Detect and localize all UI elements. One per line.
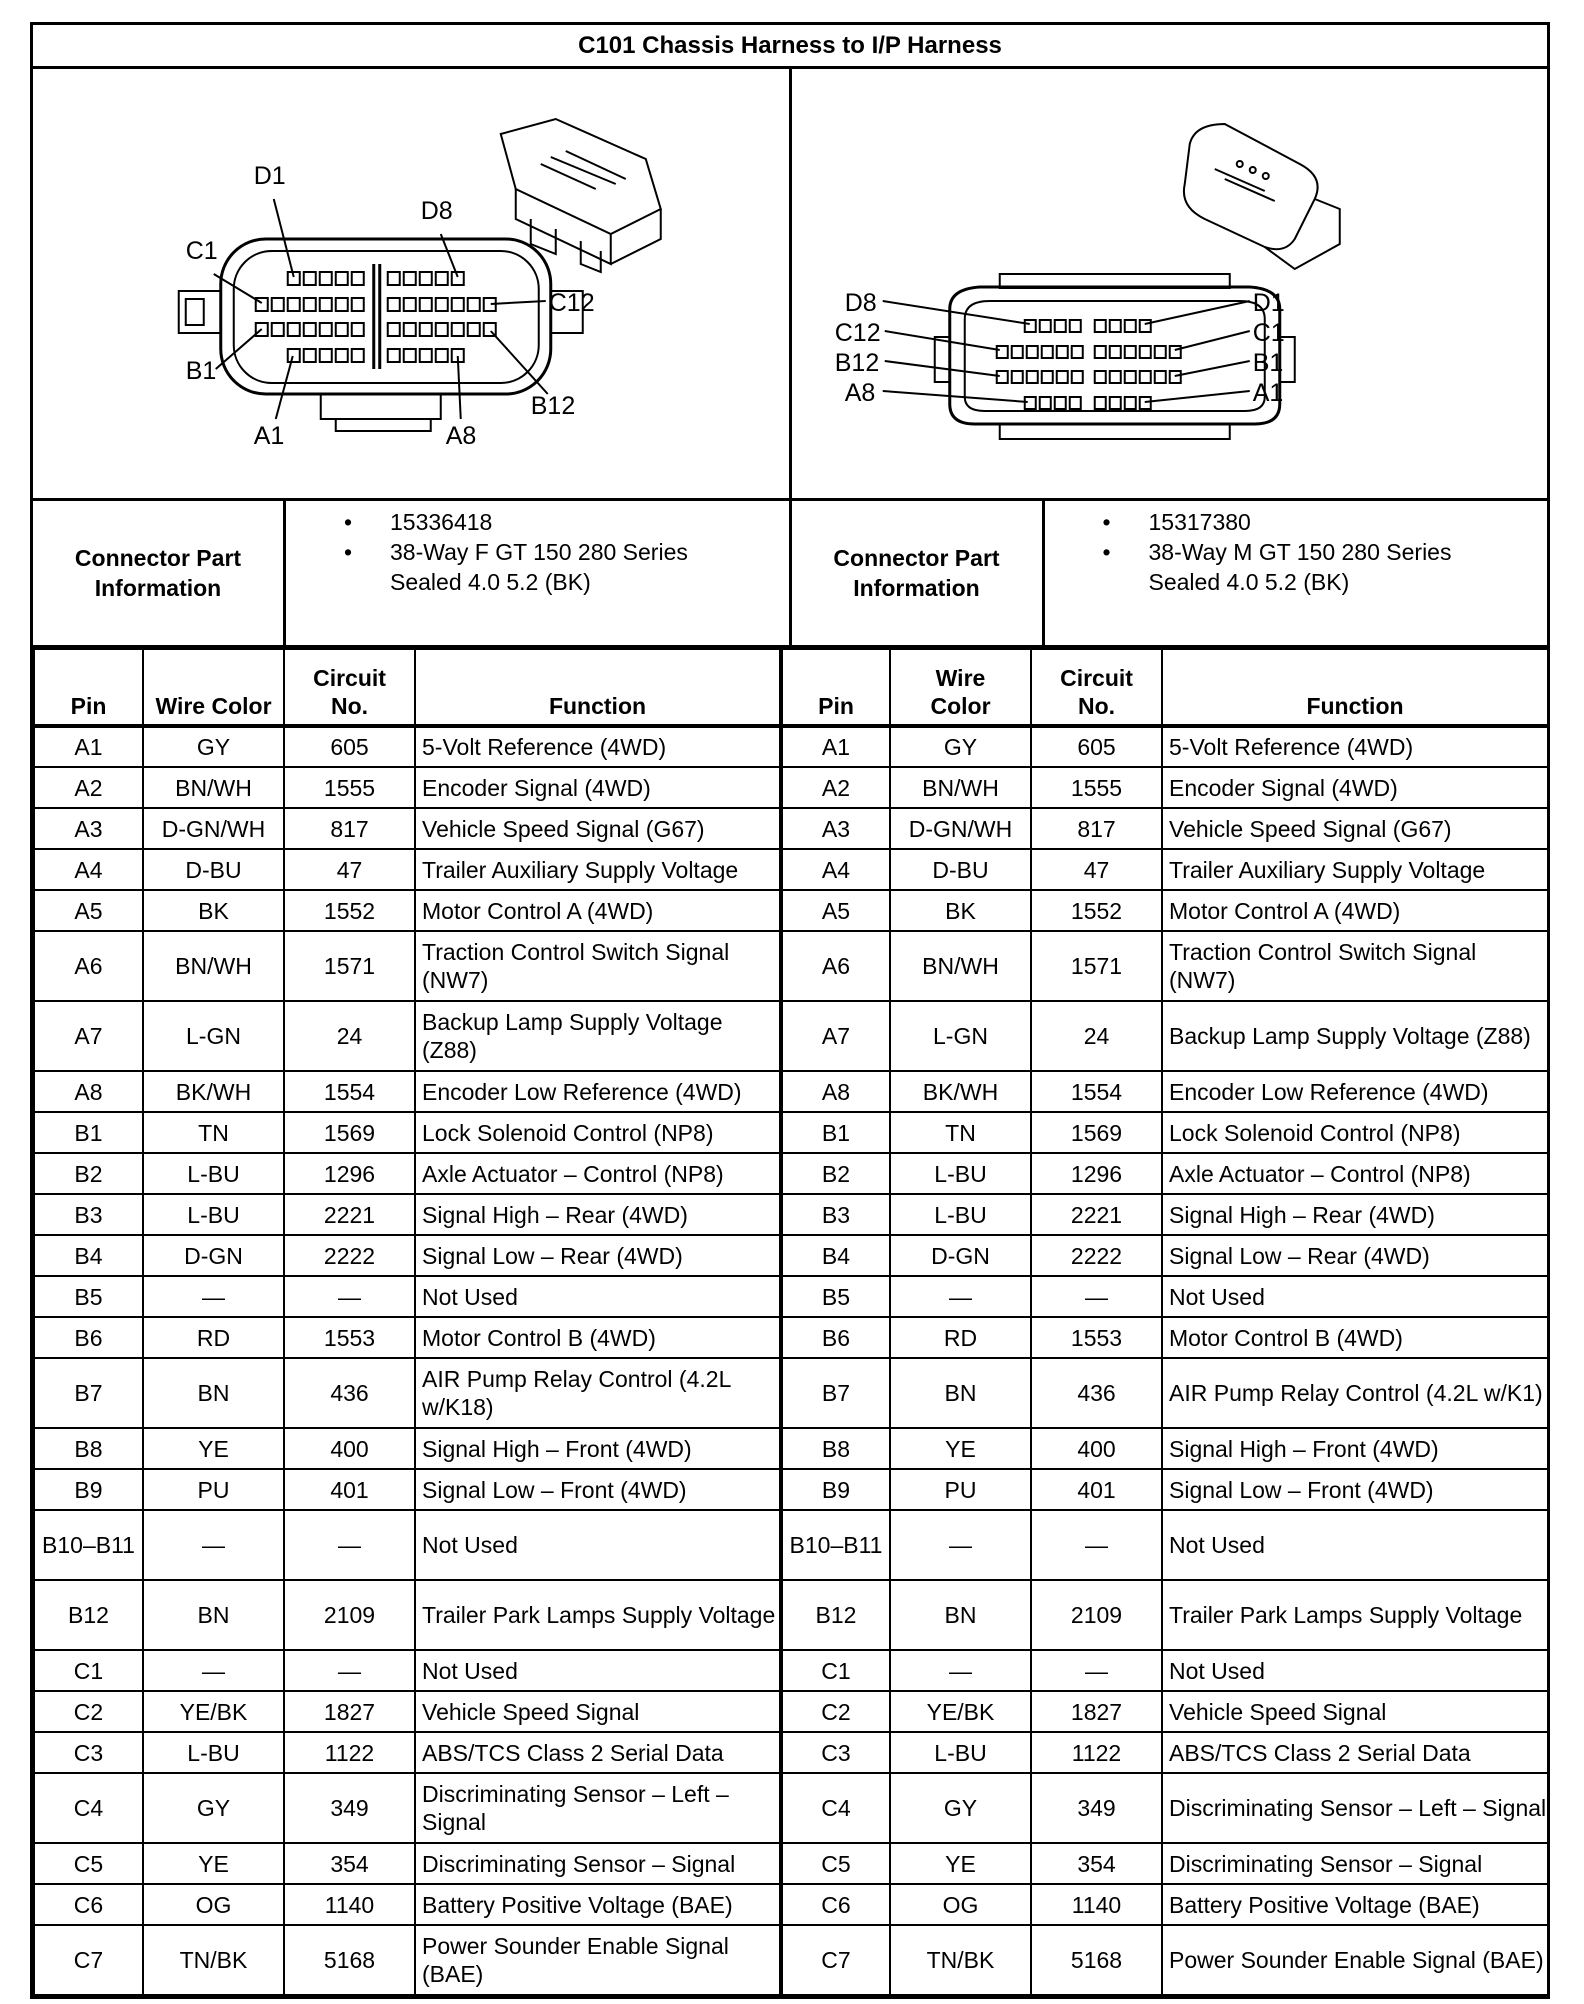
wire-color-cell: YE [890, 1428, 1031, 1469]
function-cell: Vehicle Speed Signal [1162, 1691, 1548, 1732]
wire-color-cell: L-BU [143, 1732, 284, 1773]
wire-color-cell: PU [143, 1469, 284, 1510]
table-row [34, 1732, 1548, 1773]
table-row [34, 1650, 1548, 1691]
circuit-cell: 2221 [284, 1194, 415, 1235]
label-c1: C1 [185, 237, 218, 265]
function-cell: Not Used [1162, 1276, 1548, 1317]
pin-cell: B2 [34, 1153, 143, 1194]
function-cell: Not Used [415, 1650, 781, 1691]
pin-cell: A7 [34, 1001, 143, 1071]
wire-color-cell: YE/BK [143, 1691, 284, 1732]
wire-color-cell: GY [890, 1773, 1031, 1843]
connector-part-info [33, 501, 1547, 648]
function-cell: Not Used [415, 1510, 781, 1580]
function-cell: Trailer Park Lamps Supply Voltage [1162, 1580, 1548, 1650]
part-info-list [286, 501, 789, 645]
part-description: • 38-Way M GT 150 280 Series Sealed 4.0 5.2 (BK) [1045, 537, 1548, 597]
wire-color-cell: BK/WH [143, 1071, 284, 1112]
function-cell: Motor Control A (4WD) [1162, 890, 1548, 931]
circuit-cell: 2109 [284, 1580, 415, 1650]
header-circuit-no: Circuit No. [1031, 649, 1162, 726]
circuit-cell: — [1031, 1650, 1162, 1691]
circuit-cell: 1827 [1031, 1691, 1162, 1732]
header-wire-color: Wire Color [143, 649, 284, 726]
pin-cell: C5 [34, 1843, 143, 1884]
wire-color-cell: OG [890, 1884, 1031, 1925]
table-header-row [34, 649, 1548, 726]
pin-cell: C3 [34, 1732, 143, 1773]
circuit-cell: 401 [1031, 1469, 1162, 1510]
pin-cell: B3 [34, 1194, 143, 1235]
pinout-table [33, 648, 1549, 1996]
circuit-cell: 2109 [1031, 1580, 1162, 1650]
table-row [34, 726, 1548, 767]
wire-color-cell: L-BU [890, 1153, 1031, 1194]
wire-color-cell: RD [143, 1317, 284, 1358]
function-cell: Signal Low – Front (4WD) [1162, 1469, 1548, 1510]
page-title: C101 Chassis Harness to I/P Harness [33, 25, 1547, 69]
wire-color-cell: BN/WH [890, 931, 1031, 1001]
function-cell: Vehicle Speed Signal (G67) [415, 808, 781, 849]
pin-cell: C6 [781, 1884, 890, 1925]
pin-cell: C7 [34, 1925, 143, 1995]
pin-cell: A6 [34, 931, 143, 1001]
pin-cell: A6 [781, 931, 890, 1001]
function-cell: Not Used [1162, 1510, 1548, 1580]
function-cell: Signal Low – Rear (4WD) [415, 1235, 781, 1276]
wire-color-cell: TN [890, 1112, 1031, 1153]
function-cell: Discriminating Sensor – Signal [1162, 1843, 1548, 1884]
circuit-cell: 1555 [284, 767, 415, 808]
pin-cell: C3 [781, 1732, 890, 1773]
table-row [34, 849, 1548, 890]
circuit-cell: 436 [284, 1358, 415, 1428]
table-row [34, 1235, 1548, 1276]
circuit-cell: 817 [1031, 808, 1162, 849]
pin-cell: B3 [781, 1194, 890, 1235]
circuit-cell: 1296 [1031, 1153, 1162, 1194]
circuit-cell: 5168 [1031, 1925, 1162, 1995]
wire-color-cell: BN/WH [143, 931, 284, 1001]
wire-color-cell: TN/BK [890, 1925, 1031, 1995]
circuit-cell: 349 [1031, 1773, 1162, 1843]
wire-color-cell: YE/BK [890, 1691, 1031, 1732]
wire-color-cell: D-GN/WH [890, 808, 1031, 849]
circuit-cell: 1554 [284, 1071, 415, 1112]
header-wire-color: Wire Color [890, 649, 1031, 726]
wire-color-cell: BN/WH [890, 767, 1031, 808]
pin-cell: A2 [781, 767, 890, 808]
wire-color-cell: BN/WH [143, 767, 284, 808]
circuit-cell: 401 [284, 1469, 415, 1510]
pin-cell: C2 [34, 1691, 143, 1732]
right-part-info [792, 501, 1548, 645]
table-row [34, 1358, 1548, 1428]
wire-color-cell: L-BU [143, 1153, 284, 1194]
part-number: • 15336418 [286, 507, 789, 537]
header-function: Function [415, 649, 781, 726]
table-row [34, 1469, 1548, 1510]
function-cell: Motor Control B (4WD) [1162, 1317, 1548, 1358]
pin-labels [186, 162, 595, 450]
wire-color-cell: OG [143, 1884, 284, 1925]
wire-color-cell: BN [143, 1358, 284, 1428]
pin-cell: B2 [781, 1153, 890, 1194]
label-c1: C1 [1252, 319, 1285, 347]
wire-color-cell: YE [143, 1843, 284, 1884]
function-cell: Encoder Low Reference (4WD) [415, 1071, 781, 1112]
part-info-list [1045, 501, 1548, 645]
circuit-cell: 2222 [1031, 1235, 1162, 1276]
function-cell: Trailer Auxiliary Supply Voltage [415, 849, 781, 890]
function-cell: Signal High – Front (4WD) [415, 1428, 781, 1469]
circuit-cell: 1122 [284, 1732, 415, 1773]
pin-cell: B9 [34, 1469, 143, 1510]
table-row [34, 1317, 1548, 1358]
pin-cell: B12 [781, 1580, 890, 1650]
label-c12: C12 [548, 289, 595, 317]
circuit-cell: 1571 [284, 931, 415, 1001]
circuit-cell: 2221 [1031, 1194, 1162, 1235]
table-row [34, 1884, 1548, 1925]
label-c12: C12 [834, 319, 881, 347]
pin-cell: B7 [781, 1358, 890, 1428]
function-cell: Encoder Signal (4WD) [1162, 767, 1548, 808]
pin-cell: A2 [34, 767, 143, 808]
circuit-cell: 354 [284, 1843, 415, 1884]
circuit-cell: 1140 [284, 1884, 415, 1925]
table-row [34, 1580, 1548, 1650]
circuit-cell: 400 [284, 1428, 415, 1469]
pin-cell: B4 [781, 1235, 890, 1276]
wire-color-cell: TN [143, 1112, 284, 1153]
circuit-cell: 354 [1031, 1843, 1162, 1884]
wire-color-cell: BK/WH [890, 1071, 1031, 1112]
pin-cell: C7 [781, 1925, 890, 1995]
wire-color-cell: D-BU [143, 849, 284, 890]
wire-color-cell: D-GN/WH [143, 808, 284, 849]
pin-cell: A1 [34, 726, 143, 767]
function-cell: Traction Control Switch Signal (NW7) [1162, 931, 1548, 1001]
wire-color-cell: BN [143, 1580, 284, 1650]
label-d1: D1 [1252, 289, 1285, 317]
pin-cell: B8 [34, 1428, 143, 1469]
wire-color-cell: YE [143, 1428, 284, 1469]
function-cell: Lock Solenoid Control (NP8) [1162, 1112, 1548, 1153]
pinout-sheet [30, 22, 1550, 1999]
pin-cell: A4 [781, 849, 890, 890]
function-cell: 5-Volt Reference (4WD) [415, 726, 781, 767]
wire-color-cell: BN [890, 1580, 1031, 1650]
pin-cell: A1 [781, 726, 890, 767]
wire-color-cell: GY [143, 726, 284, 767]
circuit-cell: — [284, 1276, 415, 1317]
pin-cell: B12 [34, 1580, 143, 1650]
wire-color-cell: YE [890, 1843, 1031, 1884]
label-b12: B12 [530, 392, 576, 420]
function-cell: Signal Low – Front (4WD) [415, 1469, 781, 1510]
function-cell: 5-Volt Reference (4WD) [1162, 726, 1548, 767]
male-connector-drawing [792, 69, 1548, 498]
wire-color-cell: BK [143, 890, 284, 931]
table-row [34, 931, 1548, 1001]
circuit-cell: — [284, 1650, 415, 1691]
table-row [34, 1843, 1548, 1884]
function-cell: ABS/TCS Class 2 Serial Data [1162, 1732, 1548, 1773]
table-row [34, 1925, 1548, 1995]
pin-cell: C4 [34, 1773, 143, 1843]
pinout-table-body [34, 726, 1548, 1995]
wire-color-cell: BN [890, 1358, 1031, 1428]
table-row [34, 1001, 1548, 1071]
wire-color-cell: — [890, 1650, 1031, 1691]
function-cell: Signal Low – Rear (4WD) [1162, 1235, 1548, 1276]
circuit-cell: 817 [284, 808, 415, 849]
function-cell: Backup Lamp Supply Voltage (Z88) [415, 1001, 781, 1071]
connector-3d-view [501, 119, 661, 272]
function-cell: Battery Positive Voltage (BAE) [1162, 1884, 1548, 1925]
wire-color-cell: — [890, 1276, 1031, 1317]
part-number: • 15317380 [1045, 507, 1548, 537]
label-d8: D8 [844, 289, 877, 317]
part-description: • 38-Way F GT 150 280 Series Sealed 4.0 5.2 (BK) [286, 537, 789, 597]
pin-cell: B5 [781, 1276, 890, 1317]
table-row [34, 1691, 1548, 1732]
circuit-cell: 605 [284, 726, 415, 767]
label-a1: A1 [253, 422, 285, 450]
circuit-cell: — [1031, 1276, 1162, 1317]
function-cell: Trailer Auxiliary Supply Voltage [1162, 849, 1548, 890]
circuit-cell: 47 [1031, 849, 1162, 890]
pin-cell: A8 [781, 1071, 890, 1112]
connector-diagrams [33, 69, 1547, 501]
wire-color-cell: RD [890, 1317, 1031, 1358]
left-part-info [33, 501, 792, 645]
label-b12: B12 [834, 349, 879, 377]
circuit-cell: 24 [284, 1001, 415, 1071]
function-cell: Lock Solenoid Control (NP8) [415, 1112, 781, 1153]
function-cell: Axle Actuator – Control (NP8) [415, 1153, 781, 1194]
function-cell: Motor Control B (4WD) [415, 1317, 781, 1358]
table-row [34, 1071, 1548, 1112]
connector-3d-view [1183, 124, 1339, 269]
pin-cell: B10–B11 [34, 1510, 143, 1580]
function-cell: Vehicle Speed Signal [415, 1691, 781, 1732]
function-cell: Discriminating Sensor – Left – Signal [415, 1773, 781, 1843]
pin-cell: B4 [34, 1235, 143, 1276]
wire-color-cell: GY [143, 1773, 284, 1843]
function-cell: Signal High – Rear (4WD) [415, 1194, 781, 1235]
wire-color-cell: GY [890, 726, 1031, 767]
table-row [34, 808, 1548, 849]
circuit-cell: 1571 [1031, 931, 1162, 1001]
pin-cell: B9 [781, 1469, 890, 1510]
pin-cell: C1 [781, 1650, 890, 1691]
function-cell: Vehicle Speed Signal (G67) [1162, 808, 1548, 849]
pin-cell: C4 [781, 1773, 890, 1843]
table-row [34, 767, 1548, 808]
table-row [34, 890, 1548, 931]
function-cell: Battery Positive Voltage (BAE) [415, 1884, 781, 1925]
function-cell: Power Sounder Enable Signal (BAE) [1162, 1925, 1548, 1995]
function-cell: Traction Control Switch Signal (NW7) [415, 931, 781, 1001]
part-info-label: Connector Part Information [792, 501, 1045, 645]
label-a1: A1 [1252, 379, 1283, 407]
wire-color-cell: — [143, 1510, 284, 1580]
circuit-cell: 1569 [284, 1112, 415, 1153]
function-cell: Discriminating Sensor – Signal [415, 1843, 781, 1884]
wire-color-cell: D-BU [890, 849, 1031, 890]
function-cell: Signal High – Front (4WD) [1162, 1428, 1548, 1469]
pin-cell: B5 [34, 1276, 143, 1317]
circuit-cell: 2222 [284, 1235, 415, 1276]
pin-cell: B7 [34, 1358, 143, 1428]
function-cell: ABS/TCS Class 2 Serial Data [415, 1732, 781, 1773]
table-row [34, 1428, 1548, 1469]
circuit-cell: 436 [1031, 1358, 1162, 1428]
table-row [34, 1276, 1548, 1317]
pin-labels [834, 289, 1284, 407]
pin-cell: B1 [781, 1112, 890, 1153]
function-cell: Encoder Low Reference (4WD) [1162, 1071, 1548, 1112]
wire-color-cell: — [143, 1650, 284, 1691]
left-connector-diagram [33, 69, 792, 498]
table-row [34, 1510, 1548, 1580]
function-cell: Encoder Signal (4WD) [415, 767, 781, 808]
circuit-cell: — [284, 1510, 415, 1580]
table-row [34, 1194, 1548, 1235]
pin-cell: A5 [34, 890, 143, 931]
function-cell: Power Sounder Enable Signal (BAE) [415, 1925, 781, 1995]
circuit-cell: 1296 [284, 1153, 415, 1194]
pin-cell: B10–B11 [781, 1510, 890, 1580]
circuit-cell: 349 [284, 1773, 415, 1843]
label-d8: D8 [420, 197, 453, 225]
wire-color-cell: — [890, 1510, 1031, 1580]
circuit-cell: 1555 [1031, 767, 1162, 808]
circuit-cell: 1827 [284, 1691, 415, 1732]
circuit-cell: 1140 [1031, 1884, 1162, 1925]
circuit-cell: 605 [1031, 726, 1162, 767]
wire-color-cell: TN/BK [143, 1925, 284, 1995]
right-connector-diagram [792, 69, 1548, 498]
table-row [34, 1112, 1548, 1153]
function-cell: Motor Control A (4WD) [415, 890, 781, 931]
function-cell: Backup Lamp Supply Voltage (Z88) [1162, 1001, 1548, 1071]
circuit-cell: — [1031, 1510, 1162, 1580]
header-pin: Pin [34, 649, 143, 726]
label-a8: A8 [844, 379, 875, 407]
circuit-cell: 1554 [1031, 1071, 1162, 1112]
circuit-cell: 24 [1031, 1001, 1162, 1071]
function-cell: Discriminating Sensor – Left – Signal [1162, 1773, 1548, 1843]
circuit-cell: 1552 [1031, 890, 1162, 931]
circuit-cell: 1553 [284, 1317, 415, 1358]
circuit-cell: 1569 [1031, 1112, 1162, 1153]
table-row [34, 1153, 1548, 1194]
wire-color-cell: — [143, 1276, 284, 1317]
function-cell: Signal High – Rear (4WD) [1162, 1194, 1548, 1235]
label-b1: B1 [185, 357, 217, 385]
wire-color-cell: L-BU [890, 1194, 1031, 1235]
header-circuit-no: Circuit No. [284, 649, 415, 726]
pin-cell: A8 [34, 1071, 143, 1112]
wire-color-cell: L-BU [890, 1732, 1031, 1773]
pin-cell: C6 [34, 1884, 143, 1925]
label-d1: D1 [253, 162, 286, 190]
label-b1: B1 [1252, 349, 1283, 377]
header-function: Function [1162, 649, 1548, 726]
function-cell: AIR Pump Relay Control (4.2L w/K18) [415, 1358, 781, 1428]
function-cell: AIR Pump Relay Control (4.2L w/K1) [1162, 1358, 1548, 1428]
header-pin: Pin [781, 649, 890, 726]
wire-color-cell: L-BU [143, 1194, 284, 1235]
wire-color-cell: D-GN [143, 1235, 284, 1276]
female-connector-drawing [33, 69, 789, 498]
wire-color-cell: D-GN [890, 1235, 1031, 1276]
circuit-cell: 1553 [1031, 1317, 1162, 1358]
function-cell: Trailer Park Lamps Supply Voltage [415, 1580, 781, 1650]
table-row [34, 1773, 1548, 1843]
function-cell: Axle Actuator – Control (NP8) [1162, 1153, 1548, 1194]
pin-cell: B8 [781, 1428, 890, 1469]
pin-cell: C1 [34, 1650, 143, 1691]
circuit-cell: 5168 [284, 1925, 415, 1995]
circuit-cell: 1552 [284, 890, 415, 931]
pin-cell: A3 [34, 808, 143, 849]
wire-color-cell: L-GN [143, 1001, 284, 1071]
pin-cell: B1 [34, 1112, 143, 1153]
pin-cell: A7 [781, 1001, 890, 1071]
function-cell: Not Used [415, 1276, 781, 1317]
wire-color-cell: L-GN [890, 1001, 1031, 1071]
pin-cell: C2 [781, 1691, 890, 1732]
pin-cell: A4 [34, 849, 143, 890]
wire-color-cell: BK [890, 890, 1031, 931]
circuit-cell: 47 [284, 849, 415, 890]
pin-cell: B6 [781, 1317, 890, 1358]
circuit-cell: 400 [1031, 1428, 1162, 1469]
pin-cell: B6 [34, 1317, 143, 1358]
label-a8: A8 [445, 422, 477, 450]
wire-color-cell: PU [890, 1469, 1031, 1510]
pin-cell: A3 [781, 808, 890, 849]
pin-cell: A5 [781, 890, 890, 931]
pin-cell: C5 [781, 1843, 890, 1884]
part-info-label: Connector Part Information [33, 501, 286, 645]
function-cell: Not Used [1162, 1650, 1548, 1691]
circuit-cell: 1122 [1031, 1732, 1162, 1773]
